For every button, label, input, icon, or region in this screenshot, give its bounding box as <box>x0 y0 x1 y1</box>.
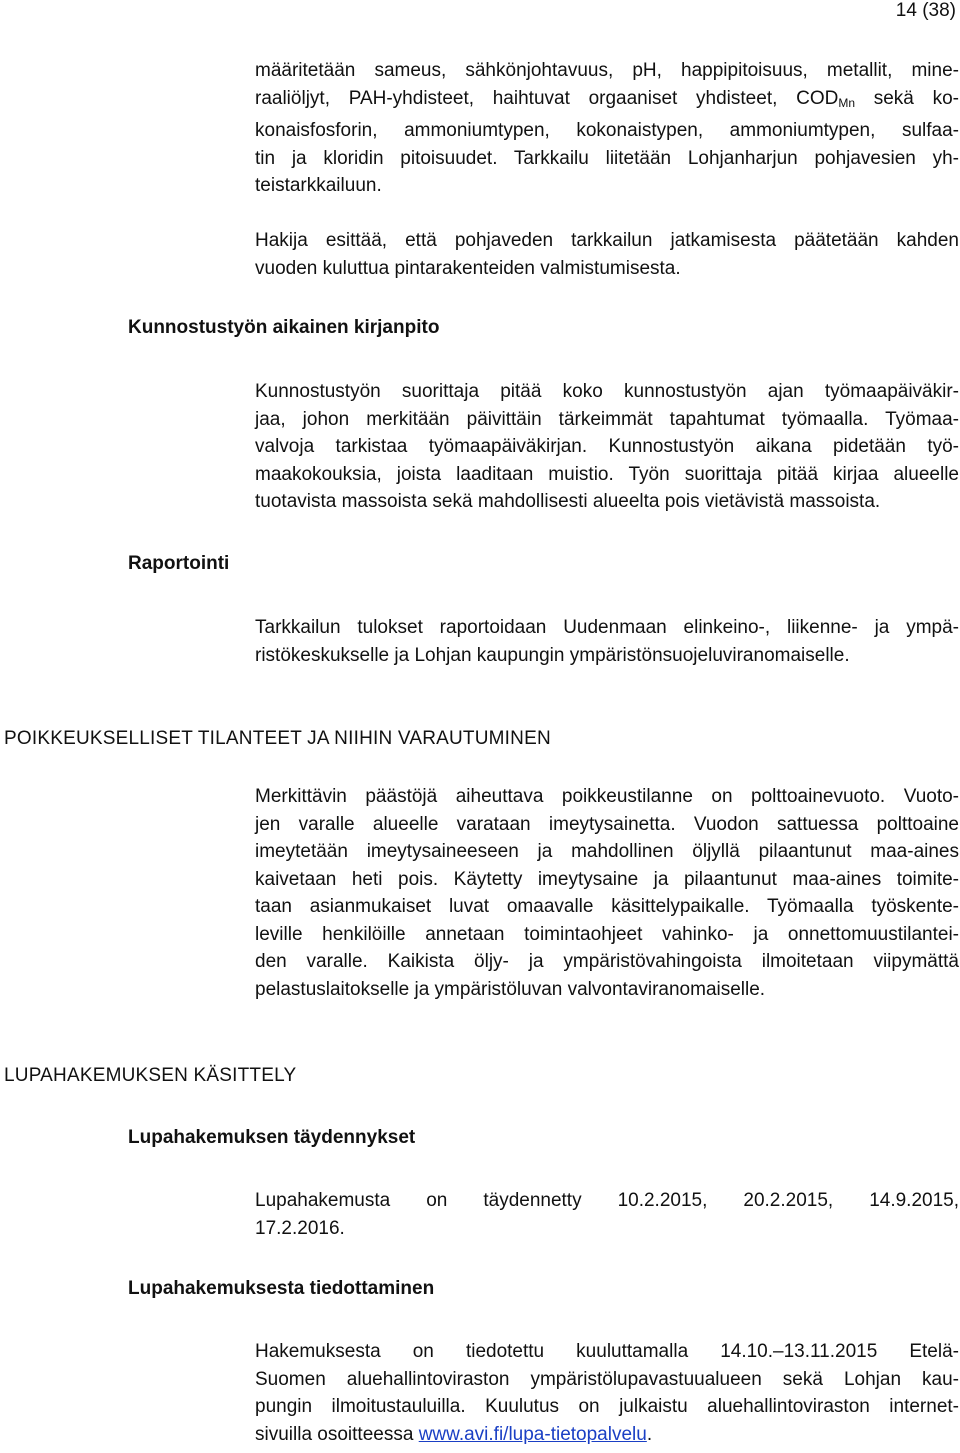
permit-info-link[interactable]: www.avi.fi/lupa-tietopalvelu <box>418 1423 647 1445</box>
page-number: 14 (38) <box>895 0 956 21</box>
text-line: tin ja kloridin pitoisuudet. Tarkkailu liitetään Lohjanharjun pohjavesien yh- <box>255 147 959 169</box>
exceptions-paragraph <box>255 783 959 1003</box>
text-line: imeytetään imeytysaineeseen ja mahdollinen öljyllä pilaantunut maa-aines <box>255 841 959 862</box>
text-line: Hakija esittää, että pohjaveden tarkkailun jatkamisesta päätetään kahden <box>255 230 959 251</box>
subscript: Mn <box>838 95 855 110</box>
processing-heading: LUPAHAKEMUKSEN KÄSITTELY <box>4 1065 297 1086</box>
text-line: pungin ilmoitustauluilla. Kuulutus on julkaistu aluehallintoviraston internet- <box>255 1396 959 1417</box>
text-line: jaa, johon merkitään päivittäin tärkeimmät tapahtumat työmaalla. Työmaa- <box>255 408 959 430</box>
text-line: Suomen aluehallintoviraston ympäristölupavastuualueen sekä Lohjan kau- <box>255 1368 959 1390</box>
text-line: vuoden kuluttua pintarakenteiden valmistumisesta. <box>255 257 681 279</box>
text-line: 17.2.2016. <box>255 1217 345 1239</box>
text-line: maakokouksia, joista laaditaan muistio. Työn suorittaja pitää kirjaa alueelle <box>255 463 959 485</box>
text-line: Merkittävin päästöjä aiheuttava poikkeustilanne on polttoainevuoto. Vuoto- <box>255 786 959 807</box>
text-line: teistarkkailuun. <box>255 175 382 196</box>
text-line: raaliöljyt, PAH-yhdisteet, haihtuvat orgaaniset yhdisteet, $COD_{Mn}$ sekä ko- <box>255 87 959 110</box>
text-line: määritetään sameus, sähkönjohtavuus, pH, happipitoisuus, metallit, mine- <box>255 60 959 81</box>
reporting-heading: Raportointi <box>128 553 230 574</box>
monitoring-paragraph <box>255 57 959 200</box>
text-line: den varalle. Kaikista öljy- ja ympäristövahingoista ilmoitetaan viipymättä <box>255 951 959 972</box>
text-line: taan asianmukaiset luvat omaavalle käsittelypaikalle. Työmaalla työskente- <box>255 896 959 917</box>
bookkeeping-heading: Kunnostustyön aikainen kirjanpito <box>128 317 440 338</box>
text-line: sivuilla osoitteessa www.avi.fi/lupa-tietopalvelu. <box>255 1423 653 1445</box>
text-line: kaivetaan heti pois. Käytetty imeytysaine ja pilaantunut maa-aines toimite- <box>255 868 959 890</box>
reporting-paragraph <box>255 614 959 669</box>
notification-heading: Lupahakemuksesta tiedottaminen <box>128 1278 435 1299</box>
exceptions-heading: POIKKEUKSELLISET TILANTEET JA NIIHIN VARAUTUMINEN <box>4 728 551 749</box>
text-line: pelastuslaitokselle ja ympäristöluvan valvontaviranomaiselle. <box>255 978 766 1000</box>
supplements-heading: Lupahakemuksen täydennykset <box>128 1127 416 1148</box>
supplements-paragraph <box>255 1187 959 1242</box>
text-line: leville henkilöille annetaan toimintaohjeet vahinko- ja onnettomuustilantei- <box>255 923 959 945</box>
monitoring-continuation-paragraph <box>255 227 959 282</box>
text-line: valvoja tarkistaa työmaapäiväkirjan. Kunnostustyön aikana pidetään työ- <box>255 436 959 457</box>
text-line: jen varalle alueelle varataan imeytysainetta. Vuodon sattuessa polttoaine <box>255 813 959 835</box>
bookkeeping-paragraph <box>255 378 959 516</box>
text-line: Kunnostustyön suorittaja pitää koko kunnostustyön ajan työmaapäiväkir- <box>255 381 959 402</box>
text-line: konaisfosforin, ammoniumtypen, kokonaistypen, ammoniumtypen, sulfaa- <box>255 120 959 141</box>
text-line: ristökeskukselle ja Lohjan kaupungin ympäristönsuojeluviranomaiselle. <box>255 644 850 666</box>
notification-paragraph <box>255 1338 959 1448</box>
text-line: Lupahakemusta on täydennetty 10.2.2015, 20.2.2015, 14.9.2015, <box>255 1190 959 1211</box>
text-line: Tarkkailun tulokset raportoidaan Uudenmaan elinkeino-, liikenne- ja ympä- <box>255 617 959 638</box>
text-line: tuotavista massoista sekä mahdollisesti alueelta pois vietävistä massoista. <box>255 491 881 512</box>
text-line: Hakemuksesta on tiedotettu kuuluttamalla 14.10.–13.11.2015 Etelä- <box>255 1341 959 1362</box>
